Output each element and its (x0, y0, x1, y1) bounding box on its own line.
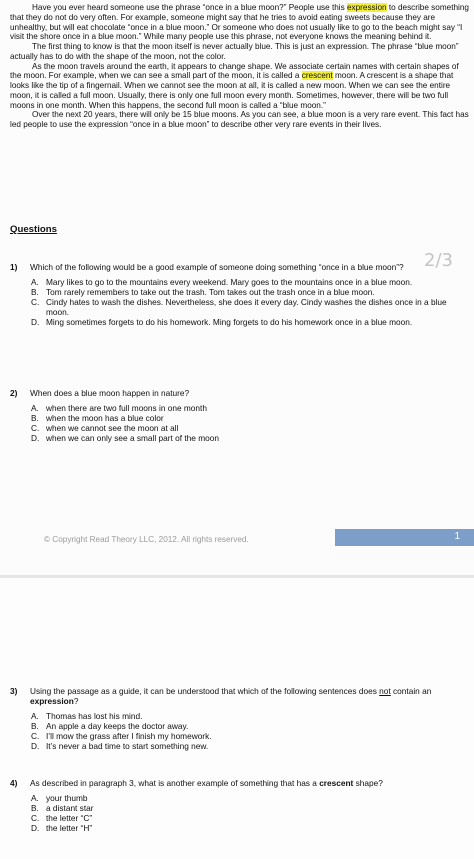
answer-option[interactable]: B. Tom rarely remembers to take out the trash. Tom takes out the trash once in a blue moon. (31, 287, 375, 297)
answer-option[interactable]: D. when we can only see a small part of the moon (31, 433, 219, 443)
page-mark: 2/3 (424, 250, 453, 271)
answer-option[interactable]: C. I’ll mow the grass after I finish my homework. (31, 731, 212, 741)
question-4-options (10, 793, 460, 833)
emphasis-expression: expression (30, 696, 74, 706)
answer-option[interactable]: D. It’s never a bad time to start something new. (31, 741, 209, 751)
emphasis-crescent: crescent (319, 778, 354, 788)
page-footer (0, 524, 474, 554)
answer-option[interactable]: B. An apple a day keeps the doctor away. (31, 721, 189, 731)
answer-option[interactable]: B. when the moon has a blue color (31, 413, 164, 423)
question-number: 1) (10, 262, 18, 272)
answer-option[interactable]: A. your thumb (31, 793, 88, 803)
answer-option[interactable]: B. a distant star (31, 803, 94, 813)
question-1-stem: 1) Which of the following would be a good example of someone doing something “once in a blue moon”? (10, 262, 404, 272)
question-2 (10, 388, 460, 443)
paragraph-3: As the moon travels around the earth, it appears to change shape. We associate certain names with certain shapes of the moon. For example, when we can see a small part of the moon, it is called a crescent moon. A crescent is a shape that looks like the tip of a fingernail. When we cannot see the moon at all, it is called a new moon. When we can see the entire moon, it is called a full moon. Usually, there is only one full moon every month. Sometimes, however, there will be two full moons in one month. When this happens, the second full moon is called a “blue moon.” (10, 61, 459, 110)
footer-page-bar (335, 529, 474, 546)
paragraph-1: Have you ever heard someone use the phrase “once in a blue moon?” People use this expression to describe something that they do not do very often. For example, someone might say that he tries to avoid eating sweets because they are unhealthy, but will eat chocolate “once in a blue moon.” Or someone who does not usually like to go to the beach might say “I visit the shore once in a blue moon.” While many people use this phrase, not everyone knows the meaning behind it. (10, 3, 469, 42)
copyright-notice: © Copyright Read Theory LLC, 2012. All rights reserved. (44, 535, 249, 544)
answer-option[interactable]: C. the letter “C” (31, 813, 93, 823)
question-number: 2) (10, 388, 18, 398)
question-2-options (10, 403, 460, 443)
answer-option[interactable]: D. Ming sometimes forgets to do his homework. Ming forgets to do his homework once in a blue moon. (31, 317, 413, 327)
question-4-stem: 4) As described in paragraph 3, what is another example of something that has a crescent shape? (10, 778, 383, 788)
question-3-options (10, 711, 460, 751)
highlighted-word-expression: expression (346, 3, 387, 12)
highlighted-word-crescent: crescent (301, 71, 333, 81)
question-1 (10, 262, 460, 327)
worksheet-page-2 (0, 578, 474, 859)
page-number: 1 (454, 531, 460, 542)
reading-passage (10, 3, 470, 130)
answer-option[interactable]: D. the letter “H” (31, 823, 93, 833)
question-3 (10, 686, 460, 751)
answer-option[interactable]: C. Cindy hates to wash the dishes. Nevertheless, she does it every day. Cindy washes the dishes once in a blue moon. (31, 297, 447, 317)
question-number: 3) (10, 686, 18, 696)
paragraph-4: Over the next 20 years, there will only be 15 blue moons. As you can see, a blue moon is a very rare event. This fact has led people to use the expression “once in a blue moon” to describe other very rare events in their lives. (10, 110, 469, 129)
answer-option[interactable]: A. Mary likes to go to the mountains every weekend. Mary goes to the mountains once in a blue moon. (31, 277, 413, 287)
question-2-stem: 2) When does a blue moon happen in nature? (10, 388, 190, 398)
question-4 (10, 778, 460, 833)
answer-option[interactable]: C. when we cannot see the moon at all (31, 423, 179, 433)
answer-option[interactable]: A. Thomas has lost his mind. (31, 711, 143, 721)
questions-heading: Questions (10, 224, 57, 235)
paragraph-2: The first thing to know is that the moon itself is never actually blue. This is just an expression. The phrase “blue moon” actually has to do with the shape of the moon, not the color. (10, 42, 459, 61)
answer-option[interactable]: A. when there are two full moons in one month (31, 403, 207, 413)
question-3-stem: 3) Using the passage as a guide, it can be understood that which of the following sentences does not contain an expression? (10, 686, 432, 706)
question-1-options (10, 277, 460, 327)
question-number: 4) (10, 778, 18, 788)
emphasis-not: not (379, 686, 391, 696)
